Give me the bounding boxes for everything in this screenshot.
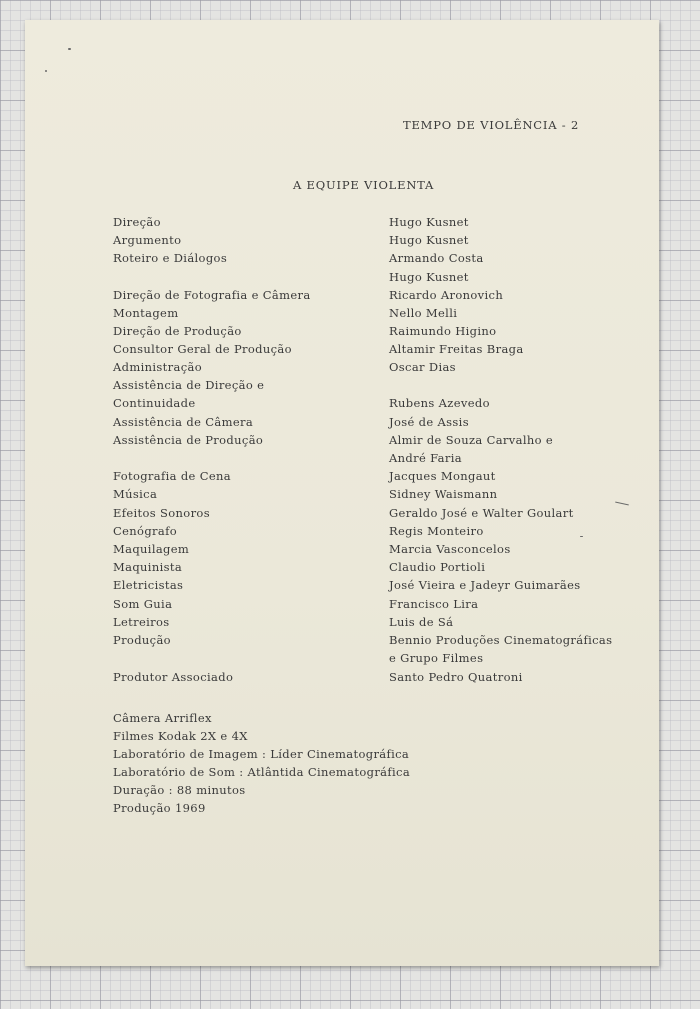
credit-row <box>25 270 659 288</box>
technical-line: Duração : 88 minutos <box>113 783 246 797</box>
credit-name: Jacques Mongaut <box>389 469 496 483</box>
credit-name: Almir de Souza Carvalho e <box>389 433 554 447</box>
credit-name: Raimundo Higino <box>389 324 497 338</box>
technical-line: Produção 1969 <box>113 801 206 815</box>
credit-role: Direção <box>113 215 161 229</box>
credit-row <box>25 306 659 324</box>
credit-name: Regis Monteiro <box>389 524 484 538</box>
credit-name: Claudio Portioli <box>389 560 486 574</box>
credit-row <box>25 396 659 414</box>
credit-row <box>25 342 659 360</box>
credit-role: Administração <box>113 360 202 374</box>
credit-row <box>25 633 659 651</box>
credit-role: Cenógrafo <box>113 524 177 538</box>
technical-line: Laboratório de Som : Atlântida Cinematográfica <box>113 765 411 779</box>
credit-row <box>25 615 659 633</box>
page-header: TEMPO DE VIOLÊNCIA - 2 <box>403 118 580 132</box>
credit-role: Produtor Associado <box>113 670 234 684</box>
credit-name: Santo Pedro Quatroni <box>389 670 523 684</box>
credit-row <box>25 670 659 688</box>
credit-row <box>25 360 659 378</box>
credit-role: Eletricistas <box>113 578 184 592</box>
credit-name: Armando Costa <box>389 251 484 265</box>
credit-row <box>25 433 659 451</box>
credit-name: Altamir Freitas Braga <box>389 342 524 356</box>
credit-row <box>25 469 659 487</box>
credit-row <box>25 251 659 269</box>
technical-line: Filmes Kodak 2X e 4X <box>113 729 248 743</box>
credit-name: Marcia Vasconcelos <box>389 542 511 556</box>
credit-row <box>25 451 659 469</box>
credit-role: Direção de Produção <box>113 324 242 338</box>
credit-row <box>25 324 659 342</box>
credit-name: Francisco Lira <box>389 597 479 611</box>
credit-row <box>25 524 659 542</box>
technical-line: Laboratório de Imagem : Líder Cinematográfica <box>113 747 410 761</box>
credit-name: Hugo Kusnet <box>389 233 469 247</box>
credit-role: Produção <box>113 633 171 647</box>
credit-name: André Faria <box>389 451 462 465</box>
credit-row <box>25 506 659 524</box>
paper-speck <box>68 48 71 50</box>
credit-name: Hugo Kusnet <box>389 270 469 284</box>
credit-row <box>25 597 659 615</box>
credit-role: Maquinista <box>113 560 183 574</box>
credit-name: Nello Melli <box>389 306 458 320</box>
credit-role: Som Guia <box>113 597 173 611</box>
credit-role: Assistência de Câmera <box>113 415 254 429</box>
credit-row <box>25 651 659 669</box>
credit-row <box>25 415 659 433</box>
credit-name: Sidney Waismann <box>389 487 498 501</box>
credit-row <box>25 578 659 596</box>
credit-row <box>25 487 659 505</box>
credit-name: Rubens Azevedo <box>389 396 490 410</box>
technical-line: Câmera Arriflex <box>113 711 212 725</box>
credit-name: e Grupo Filmes <box>389 651 484 665</box>
credit-row <box>25 288 659 306</box>
credit-name: Hugo Kusnet <box>389 215 469 229</box>
paper-speck <box>45 70 47 72</box>
credit-role: Argumento <box>113 233 182 247</box>
credit-role: Roteiro e Diálogos <box>113 251 228 265</box>
credit-role: Efeitos Sonoros <box>113 506 210 520</box>
credit-role: Música <box>113 487 158 501</box>
credit-name: José Vieira e Jadeyr Guimarães <box>389 578 581 592</box>
credit-name: Geraldo José e Walter Goulart <box>389 506 574 520</box>
credit-name: Bennio Produções Cinematográficas <box>389 633 613 647</box>
credit-row <box>25 560 659 578</box>
credit-role: Assistência de Direção e <box>113 378 265 392</box>
credit-role: Continuidade <box>113 396 196 410</box>
credit-row <box>25 378 659 396</box>
credit-role: Direção de Fotografia e Câmera <box>113 288 311 302</box>
credit-name: José de Assis <box>389 415 469 429</box>
credit-role: Montagem <box>113 306 179 320</box>
paper-speck <box>580 536 583 537</box>
credit-role: Letreiros <box>113 615 170 629</box>
credit-role: Consultor Geral de Produção <box>113 342 292 356</box>
credit-role: Assistência de Produção <box>113 433 264 447</box>
credit-name: Oscar Dias <box>389 360 456 374</box>
document-page <box>25 20 659 966</box>
credit-name: Luis de Sá <box>389 615 454 629</box>
credit-name: Ricardo Aronovich <box>389 288 504 302</box>
credit-role: Fotografia de Cena <box>113 469 231 483</box>
credit-row <box>25 542 659 560</box>
section-title: A EQUIPE VIOLENTA <box>293 178 435 192</box>
credit-row <box>25 233 659 251</box>
credit-row <box>25 215 659 233</box>
credit-role: Maquilagem <box>113 542 190 556</box>
